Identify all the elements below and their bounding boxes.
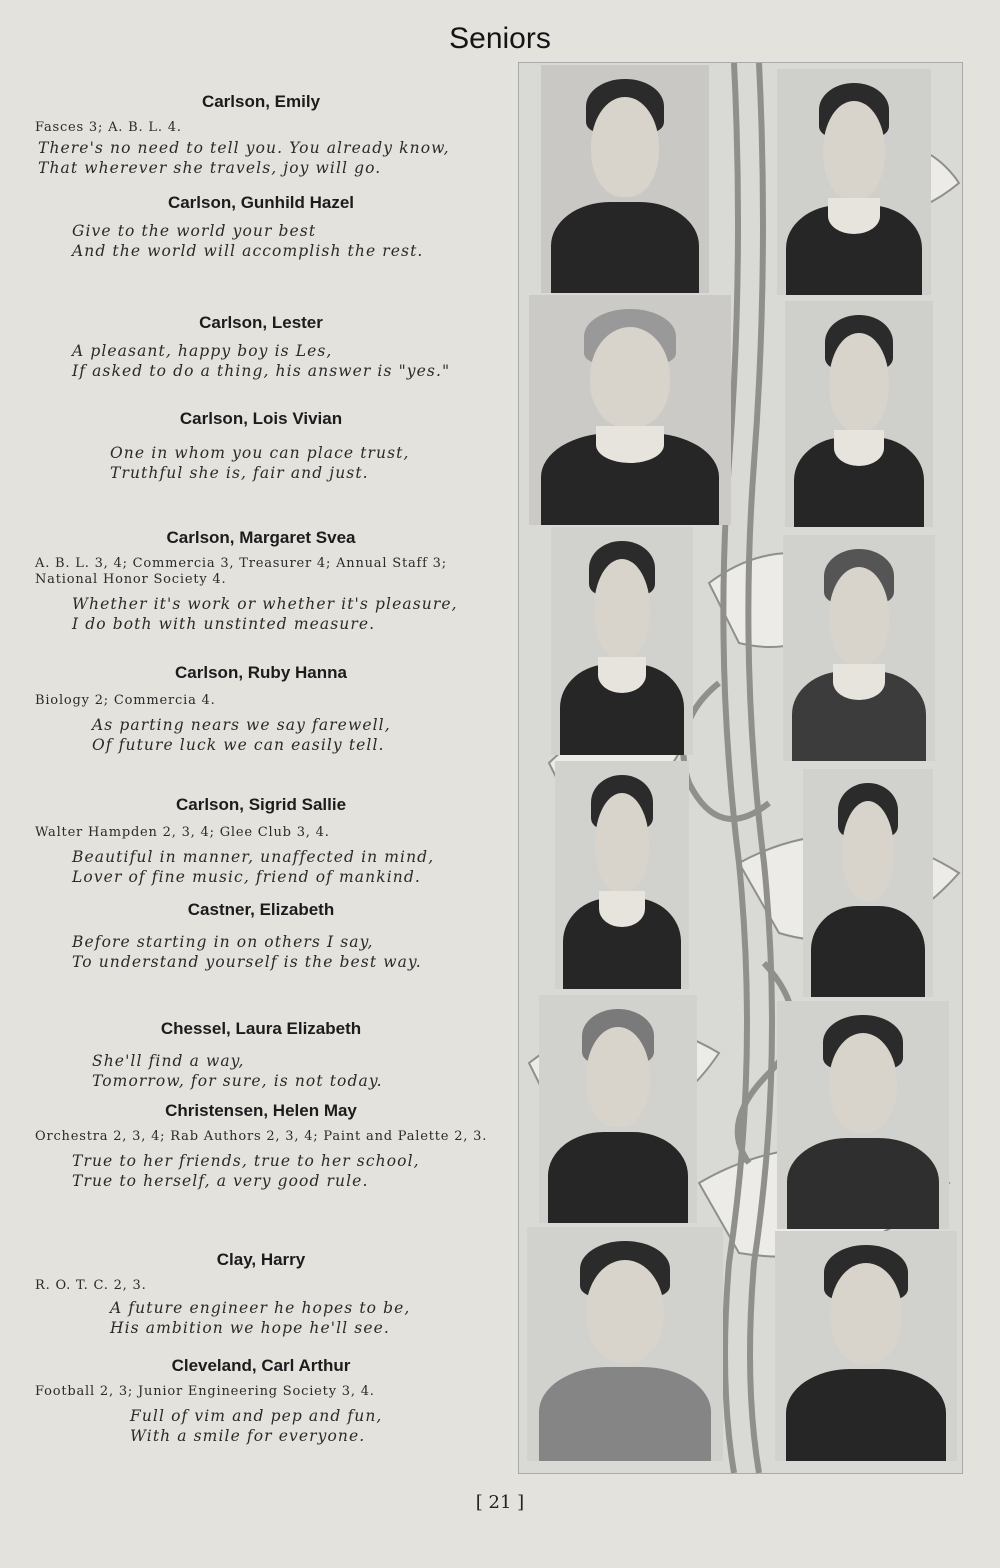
senior-name: Cleveland, Carl Arthur <box>171 1356 351 1375</box>
portrait-photo <box>783 535 935 761</box>
senior-name: Carlson, Ruby Hanna <box>175 663 347 682</box>
senior-name: Castner, Elizabeth <box>187 900 335 919</box>
senior-verse <box>30 221 492 261</box>
portrait-photo <box>551 527 693 755</box>
verse-line: True to herself, a very good rule. <box>72 1172 369 1190</box>
portrait-photo <box>541 65 709 293</box>
senior-name: Clay, Harry <box>216 1250 306 1269</box>
senior-activities: Walter Hampden 2, 3, 4; Glee Club 3, 4. <box>35 825 330 840</box>
portrait-photo <box>539 995 697 1223</box>
senior-activities: Fasces 3; A. B. L. 4. <box>35 120 182 135</box>
senior-verse <box>30 341 492 381</box>
senior-verse <box>30 715 492 755</box>
portrait-photo <box>803 769 933 997</box>
verse-line: Of future luck we can easily tell. <box>92 736 385 754</box>
senior-verse <box>30 443 492 483</box>
senior-entry <box>30 663 492 755</box>
senior-entry <box>30 193 492 261</box>
verse-line: Truthful she is, fair and just. <box>110 464 369 482</box>
portrait-photo <box>777 69 931 295</box>
page-number: [ 21 ] <box>475 1492 525 1513</box>
verse-line: If asked to do a thing, his answer is "yes." <box>72 362 451 380</box>
verse-line: Before starting in on others I say, <box>72 933 374 951</box>
senior-entry <box>30 409 492 483</box>
verse-line: There's no need to tell you. You already know, <box>38 139 450 157</box>
portrait-photo <box>529 295 731 525</box>
senior-entry <box>30 795 492 887</box>
senior-verse <box>30 1151 492 1191</box>
senior-entry <box>30 92 492 178</box>
senior-verse <box>30 847 492 887</box>
verse-line: One in whom you can place trust, <box>110 444 410 462</box>
verse-line: Give to the world your best <box>72 222 317 240</box>
senior-verse <box>30 1298 492 1338</box>
senior-entry <box>30 528 492 634</box>
verse-line: His ambition we hope he'll see. <box>110 1319 390 1337</box>
senior-entry <box>30 1101 492 1191</box>
senior-entry <box>30 900 492 972</box>
senior-name: Christensen, Helen May <box>165 1101 357 1120</box>
verse-line: Lover of fine music, friend of mankind. <box>72 868 421 886</box>
portrait-photo <box>775 1231 957 1461</box>
senior-verse <box>30 594 492 634</box>
senior-name: Carlson, Gunhild Hazel <box>167 193 355 212</box>
verse-line: True to her friends, true to her school, <box>72 1152 420 1170</box>
photo-panel <box>518 62 963 1474</box>
senior-verse <box>30 1406 492 1446</box>
senior-verse <box>30 138 492 178</box>
portrait-photo <box>785 301 933 527</box>
verse-line: That wherever she travels, joy will go. <box>38 159 382 177</box>
senior-activities: A. B. L. 3, 4; Commercia 3, Treasurer 4; Annual Staff 3; National Honor Society 4. <box>35 556 447 587</box>
senior-entry <box>30 1250 492 1338</box>
verse-line: Full of vim and pep and fun, <box>130 1407 383 1425</box>
verse-line: Whether it's work or whether it's pleasure, <box>72 595 458 613</box>
senior-name: Chessel, Laura Elizabeth <box>160 1019 362 1038</box>
senior-name: Carlson, Emily <box>201 92 321 111</box>
senior-entry <box>30 1019 492 1091</box>
verse-line: With a smile for everyone. <box>130 1427 366 1445</box>
portrait-photo <box>555 761 689 989</box>
senior-name: Carlson, Lois Vivian <box>179 409 343 428</box>
senior-verse <box>30 932 492 972</box>
senior-name: Carlson, Lester <box>199 313 323 332</box>
page-title: Seniors <box>449 22 551 55</box>
verse-line: She'll find a way, <box>92 1052 245 1070</box>
senior-entry <box>30 313 492 381</box>
verse-line: I do both with unstinted measure. <box>72 615 376 633</box>
senior-activities: Football 2, 3; Junior Engineering Society 3, 4. <box>35 1384 375 1399</box>
senior-name: Carlson, Sigrid Sallie <box>175 795 347 814</box>
verse-line: A future engineer he hopes to be, <box>110 1299 411 1317</box>
senior-activities: Orchestra 2, 3, 4; Rab Authors 2, 3, 4; Paint and Palette 2, 3. <box>35 1129 488 1144</box>
senior-activities: Biology 2; Commercia 4. <box>35 693 216 708</box>
verse-line: As parting nears we say farewell, <box>92 716 391 734</box>
verse-line: A pleasant, happy boy is Les, <box>72 342 333 360</box>
senior-verse <box>30 1051 492 1091</box>
verse-line: Tomorrow, for sure, is not today. <box>92 1072 383 1090</box>
verse-line: To understand yourself is the best way. <box>72 953 422 971</box>
senior-name: Carlson, Margaret Svea <box>166 528 356 547</box>
portrait-photo <box>527 1227 723 1461</box>
senior-entry <box>30 1356 492 1446</box>
verse-line: And the world will accomplish the rest. <box>72 242 424 260</box>
verse-line: Beautiful in manner, unaffected in mind, <box>72 848 435 866</box>
senior-activities: R. O. T. C. 2, 3. <box>35 1278 147 1293</box>
portrait-photo <box>777 1001 949 1229</box>
